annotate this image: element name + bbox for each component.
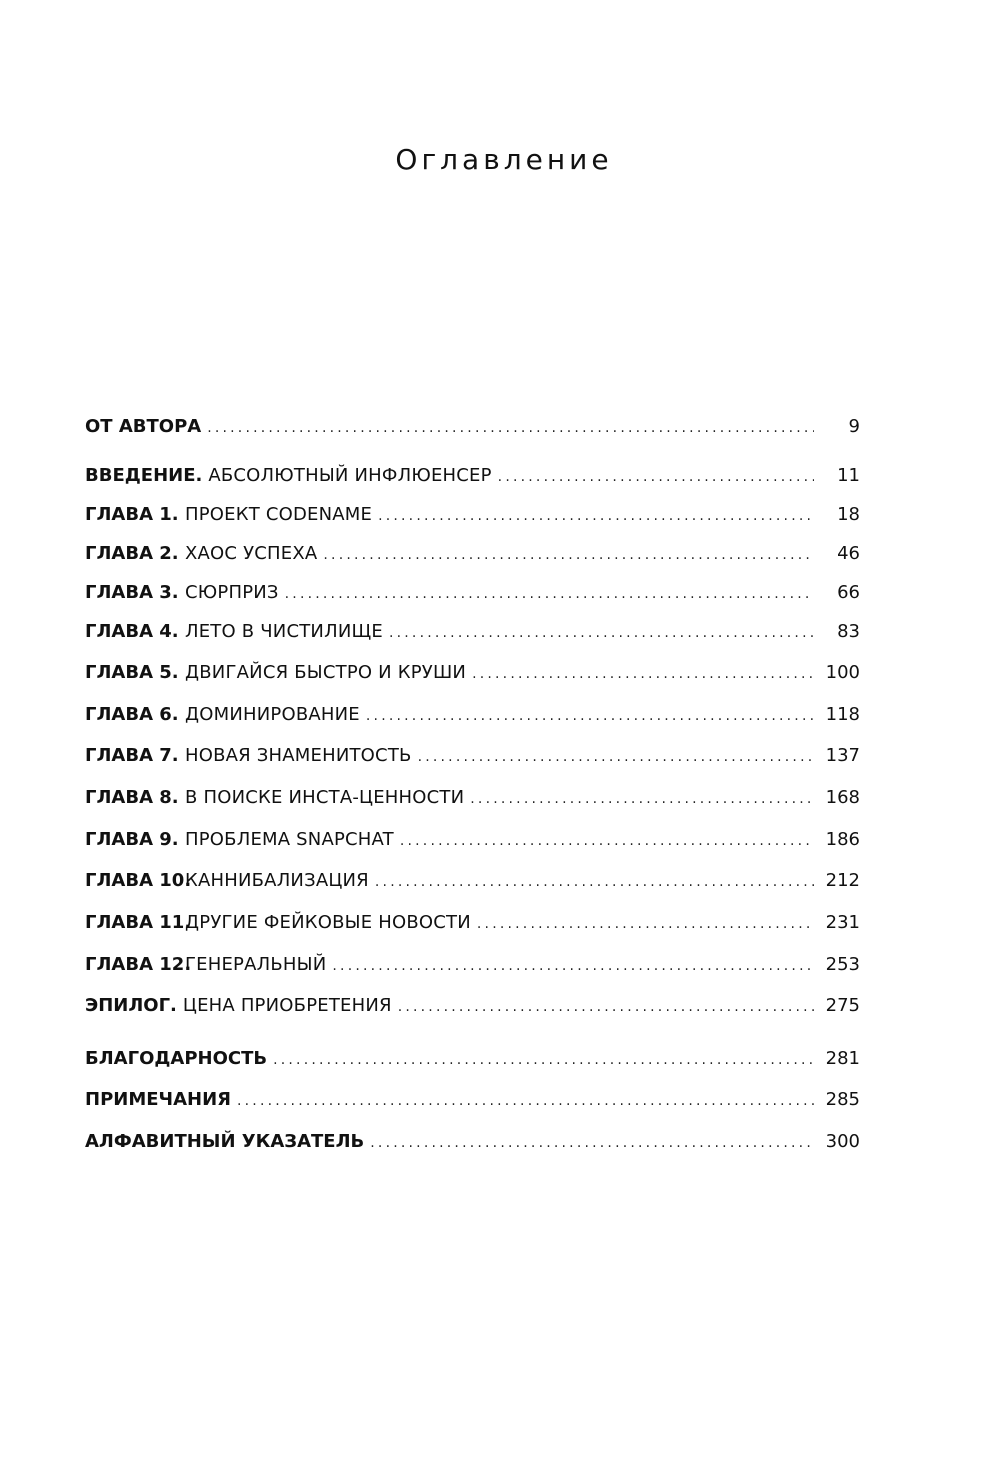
toc-entry-title: ПРОЕКТ CODENAME (185, 504, 373, 525)
toc-entry-chapter-12[interactable] (85, 950, 860, 980)
toc-page-number: 9 (848, 416, 860, 437)
toc-page-number: 212 (825, 870, 860, 891)
toc-entry-lead: БЛАГОДАРНОСТЬ (85, 1048, 268, 1069)
toc-entry-title: АБСОЛЮТНЫЙ ИНФЛЮЕНСЕР (208, 465, 492, 486)
toc-page-number: 46 (837, 543, 860, 564)
toc-entry-title: ЦЕНА ПРИОБРЕТЕНИЯ (182, 995, 392, 1016)
toc-entry-acknowledgements[interactable] (85, 1044, 860, 1074)
toc-page-number: 168 (825, 787, 860, 808)
toc-entry-lead: ПРИМЕЧАНИЯ (85, 1089, 231, 1110)
toc-leader-dots (470, 784, 814, 814)
toc-entry-chapter-1[interactable] (85, 500, 860, 530)
page-title: Оглавление (395, 143, 613, 176)
toc-leader-dots (332, 951, 814, 981)
toc-leader-dots (400, 826, 814, 856)
toc-leader-dots (477, 909, 814, 939)
toc-entry-lead: ГЛАВА 6. (85, 704, 179, 725)
toc-entry-title: НОВАЯ ЗНАМЕНИТОСТЬ (185, 745, 412, 766)
toc-entry-lead: ГЛАВА 5. (85, 662, 179, 683)
toc-leader-dots (273, 1045, 814, 1075)
toc-entry-lead: ЭПИЛОГ. (85, 995, 177, 1016)
toc-leader-dots (398, 992, 814, 1022)
toc-entry-chapter-10[interactable] (85, 866, 860, 896)
toc-entry-title: ДВИГАЙСЯ БЫСТРО И КРУШИ (185, 662, 467, 683)
toc-entry-chapter-3[interactable] (85, 578, 860, 608)
toc-entry-chapter-7[interactable] (85, 741, 860, 771)
toc-entry-epilogue[interactable] (85, 991, 860, 1021)
toc-entry-lead: ГЛАВА 9. (85, 829, 179, 850)
toc-entry-title: ЛЕТО В ЧИСТИЛИЩЕ (185, 621, 383, 642)
toc-entry-from-author[interactable] (85, 412, 860, 442)
toc-entry-title: ПРОБЛЕМА SNAPCHAT (185, 829, 394, 850)
toc-entry-lead: ГЛАВА 3. (85, 582, 179, 603)
toc-entry-chapter-8[interactable] (85, 783, 860, 813)
toc-entry-lead: ГЛАВА 8. (85, 787, 179, 808)
toc-entry-lead: ОТ АВТОРА (85, 416, 202, 437)
toc-entry-chapter-4[interactable] (85, 617, 860, 647)
toc-page-number: 186 (825, 829, 860, 850)
toc-page-number: 300 (825, 1131, 860, 1152)
toc-entry-introduction[interactable] (85, 461, 860, 491)
toc-leader-dots (418, 742, 814, 772)
toc-entry-lead: ГЛАВА 2. (85, 543, 179, 564)
toc-leader-dots (237, 1086, 814, 1116)
toc-entry-title: В ПОИСКЕ ИНСТА-ЦЕННОСТИ (185, 787, 465, 808)
toc-page-number: 137 (825, 745, 860, 766)
toc-page-number: 100 (825, 662, 860, 683)
toc-page-number: 66 (837, 582, 860, 603)
toc-leader-dots (375, 867, 814, 897)
toc-page-number: 275 (825, 995, 860, 1016)
toc-entry-title: ХАОС УСПЕХА (185, 543, 318, 564)
toc-entry-chapter-11[interactable] (85, 908, 860, 938)
toc-entry-title: ДРУГИЕ ФЕЙКОВЫЕ НОВОСТИ (185, 912, 471, 933)
toc-page-number: 281 (825, 1048, 860, 1069)
toc-page-number: 11 (837, 465, 860, 486)
toc-leader-dots (366, 701, 814, 731)
toc-entry-title: СЮРПРИЗ (185, 582, 279, 603)
toc-leader-dots (323, 540, 814, 570)
toc-page-number: 253 (825, 954, 860, 975)
toc-entry-chapter-6[interactable] (85, 700, 860, 730)
toc-entry-title: КАННИБАЛИЗАЦИЯ (185, 870, 369, 891)
toc-leader-dots (285, 579, 814, 609)
toc-leader-dots (370, 1128, 814, 1158)
toc-leader-dots (389, 618, 814, 648)
toc-leader-dots (472, 659, 814, 689)
toc-entry-lead: ВВЕДЕНИЕ. (85, 465, 203, 486)
toc-page-number: 231 (825, 912, 860, 933)
toc-leader-dots (378, 501, 814, 531)
toc-entry-lead: ГЛАВА 4. (85, 621, 179, 642)
toc-page-number: 285 (825, 1089, 860, 1110)
toc-entry-lead: АЛФАВИТНЫЙ УКАЗАТЕЛЬ (85, 1131, 365, 1152)
toc-entry-lead: ГЛАВА 7. (85, 745, 179, 766)
toc-entry-index[interactable] (85, 1127, 860, 1157)
toc-page-number: 118 (825, 704, 860, 725)
toc-leader-dots (207, 413, 814, 443)
toc-page-number: 18 (837, 504, 860, 525)
toc-entry-title: ДОМИНИРОВАНИЕ (185, 704, 360, 725)
toc-entry-notes[interactable] (85, 1085, 860, 1115)
toc-entry-chapter-9[interactable] (85, 825, 860, 855)
toc-entry-lead: ГЛАВА 12. (85, 954, 192, 975)
toc-entry-lead: ГЛАВА 11. (85, 912, 192, 933)
toc-entry-lead: ГЛАВА 10. (85, 870, 192, 891)
toc-entry-lead: ГЛАВА 1. (85, 504, 179, 525)
toc-entry-chapter-2[interactable] (85, 539, 860, 569)
toc-page-number: 83 (837, 621, 860, 642)
toc-entry-chapter-5[interactable] (85, 658, 860, 688)
toc-entry-title: ГЕНЕРАЛЬНЫЙ (185, 954, 327, 975)
toc-leader-dots (498, 462, 814, 492)
